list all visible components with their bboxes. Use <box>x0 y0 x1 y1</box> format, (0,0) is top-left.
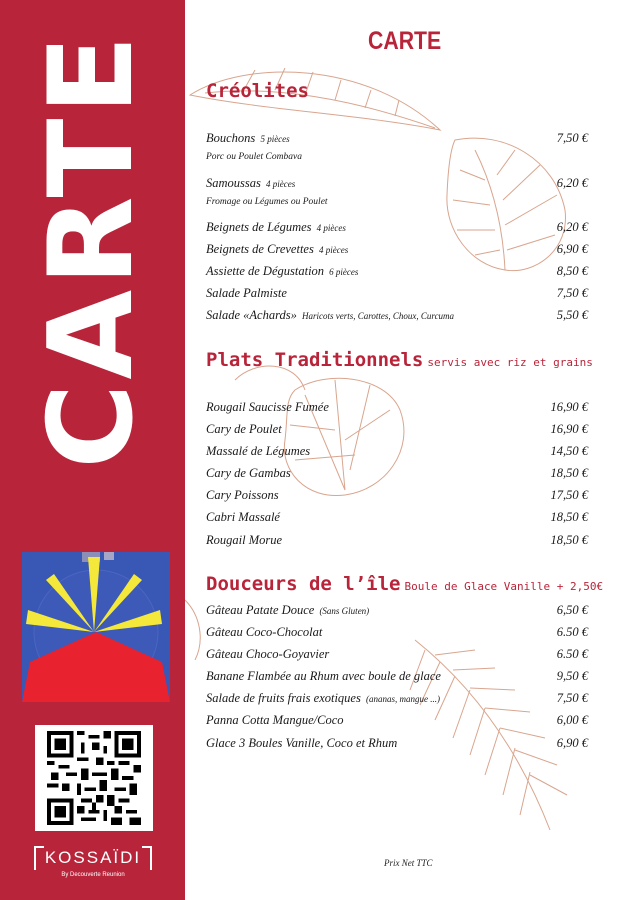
item-name: Glace 3 Boules Vanille, Coco et Rhum <box>206 736 398 750</box>
menu-item <box>206 444 588 459</box>
item-portion: 4 pièces <box>318 245 349 255</box>
menu-item <box>206 736 588 751</box>
menu-item <box>206 308 588 323</box>
menu-item <box>206 131 588 162</box>
item-name: Cary de Poulet <box>206 422 282 436</box>
item-price: 6,20 € <box>556 176 588 190</box>
menu-item <box>206 466 588 481</box>
qr-code-icon <box>45 731 143 825</box>
logo-tagline: By Decouverte Reunion <box>61 872 125 878</box>
item-name: Salade Palmiste <box>206 286 287 300</box>
menu-item <box>206 176 588 207</box>
item-name: Beignets de Crevettes <box>206 242 314 256</box>
item-name: Gâteau Choco-Goyavier <box>206 647 330 661</box>
item-portion: (ananas, mangue ...) <box>365 694 440 704</box>
item-name: Gâteau Coco-Chocolat <box>206 625 323 639</box>
menu-item <box>206 647 588 662</box>
menu-item <box>206 533 588 548</box>
section-title-plats <box>206 349 593 371</box>
item-name: Salade de fruits frais exotiques <box>206 691 361 705</box>
reunion-flag-image <box>22 552 170 702</box>
item-price: 14,50 € <box>550 444 588 458</box>
menu-item <box>206 488 588 503</box>
menu-item <box>206 691 588 706</box>
item-name: Cary Poissons <box>206 488 279 502</box>
item-name: Beignets de Légumes <box>206 220 312 234</box>
item-name: Rougail Morue <box>206 533 283 547</box>
section-title-douceurs <box>206 573 603 595</box>
menu-item <box>206 510 588 525</box>
section-title-text: Créolites <box>206 80 309 102</box>
item-name: Cary de Gambas <box>206 466 291 480</box>
brand-logo <box>34 846 152 878</box>
section-note: servis avec riz et grains <box>427 356 593 369</box>
item-price: 18,50 € <box>550 466 588 480</box>
item-price: 8,50 € <box>556 264 588 278</box>
item-name: Rougail Saucisse Fumée <box>206 400 329 414</box>
menu-item <box>206 625 588 640</box>
logo-frame <box>34 846 152 870</box>
item-price: 6,90 € <box>556 736 588 750</box>
menu-item <box>206 713 588 728</box>
item-name: Salade «Achards» <box>206 308 297 322</box>
page-title: CARTE <box>368 27 442 55</box>
item-price: 5,50 € <box>556 308 588 322</box>
item-price: 6.50 € <box>556 625 588 639</box>
logo-name: KOSSAÏDI <box>44 848 142 867</box>
item-price: 17,50 € <box>550 488 588 502</box>
item-price: 6,00 € <box>556 713 588 727</box>
item-price: 9,50 € <box>556 669 588 683</box>
band-title: CARTE <box>24 31 159 469</box>
item-portion: 6 pièces <box>329 267 359 277</box>
item-price: 16,90 € <box>550 422 588 436</box>
item-price: 6,90 € <box>556 242 588 256</box>
item-name: Samoussas <box>206 176 261 190</box>
item-description: Porc ou Poulet Combava <box>206 152 302 162</box>
item-name: Panna Cotta Mangue/Coco <box>206 713 344 727</box>
item-portion: (Sans Gluten) <box>319 606 370 616</box>
item-price: 18,50 € <box>550 533 588 547</box>
section-title-text: Douceurs de l’île <box>206 573 401 595</box>
item-price: 6,20 € <box>556 220 588 234</box>
item-description: Fromage ou Légumes ou Poulet <box>206 197 328 207</box>
item-name: Massalé de Légumes <box>206 444 311 458</box>
item-price: 6,50 € <box>556 603 588 617</box>
item-price: 16,90 € <box>550 400 588 414</box>
menu-item <box>206 264 588 279</box>
item-portion: 5 pièces <box>260 134 290 144</box>
item-name: Cabri Massalé <box>206 510 280 524</box>
item-name: Bouchons <box>206 131 256 145</box>
item-portion: 4 pièces <box>266 179 296 189</box>
section-note: Boule de Glace Vanille + 2,50€ <box>404 580 604 593</box>
item-name: Banane Flambée au Rhum avec boule de glace <box>206 669 441 683</box>
item-price: 7,50 € <box>556 691 588 705</box>
menu-item <box>206 220 588 235</box>
menu-item <box>206 286 588 301</box>
menu-item <box>206 603 588 618</box>
price-note: Prix Net TTC <box>384 858 433 868</box>
item-portion: 4 pièces <box>316 223 346 233</box>
section-title-text: Plats Traditionnels <box>206 349 424 371</box>
menu-item <box>206 242 588 257</box>
item-price: 7,50 € <box>556 286 588 300</box>
menu-item <box>206 422 588 437</box>
section-title-creolites <box>206 80 309 102</box>
item-price: 7,50 € <box>556 131 588 145</box>
item-price: 6.50 € <box>556 647 588 661</box>
item-portion: Haricots verts, Carottes, Choux, Curcuma <box>301 311 455 321</box>
item-name: Gâteau Patate Douce <box>206 603 315 617</box>
qr-code[interactable] <box>35 725 153 831</box>
item-price: 18,50 € <box>550 510 588 524</box>
item-name: Assiette de Dégustation <box>206 264 325 278</box>
side-band <box>0 0 185 900</box>
menu-item <box>206 669 588 684</box>
menu-item <box>206 400 588 415</box>
